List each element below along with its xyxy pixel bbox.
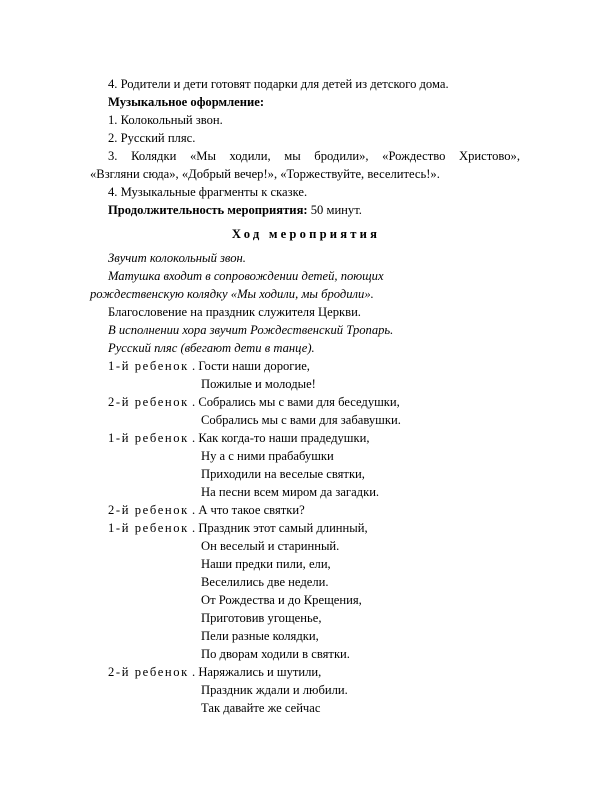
dialog-text: А что такое святки? — [198, 503, 305, 517]
dialog-line: Пели разные колядки, — [201, 629, 319, 643]
intro-line-4: 4. Родители и дети готовят подарки для детей из детского дома. — [108, 77, 449, 91]
music-label: Музыкальное оформление: — [108, 95, 265, 109]
dialog-line: Наши предки пили, ели, — [201, 557, 331, 571]
music-item-3-line-1: 3. Колядки «Мы ходили, мы бродили», «Рождество Христово», — [108, 149, 520, 163]
duration-value: 50 минут. — [307, 203, 362, 217]
stage-direction-2-line-1: Матушка входит в сопровождении детей, поющих — [108, 269, 384, 283]
music-item-3-line-2: «Взгляни сюда», «Добрый вечер!», «Торжествуйте, веселитесь!». — [90, 167, 440, 181]
dialog-line: 1-й ребенок . Праздник этот самый длинный, — [108, 521, 368, 535]
dialog-line: Веселились две недели. — [201, 575, 329, 589]
music-item-4: 4. Музыкальные фрагменты к сказке. — [108, 185, 308, 199]
dialog-text: Собрались мы с вами для беседушки, — [198, 395, 400, 409]
dialog-line: 1-й ребенок . Гости наши дорогие, — [108, 359, 310, 373]
dialog-text: Гости наши дорогие, — [198, 359, 310, 373]
speaker-name: 2-й ребенок — [108, 503, 189, 517]
dialog-line: 2-й ребенок . Наряжались и шутили, — [108, 665, 322, 679]
dialog-line: Он веселый и старинный. — [201, 539, 340, 553]
dialog-line: 2-й ребенок . Собрались мы с вами для беседушки, — [108, 395, 400, 409]
dialog-line: На песни всем миром да загадки. — [201, 485, 380, 499]
dialog-line: От Рождества и до Крещения, — [201, 593, 362, 607]
speaker-name: 1-й ребенок — [108, 431, 189, 445]
music-item-2: 2. Русский пляс. — [108, 131, 196, 145]
dialog-line: Собрались мы с вами для забавушки. — [201, 413, 401, 427]
speaker-name: 1-й ребенок — [108, 359, 189, 373]
dialog-text: Наряжались и шутили, — [198, 665, 322, 679]
dialog-line: Приготовив угощенье, — [201, 611, 322, 625]
dialog-line: 2-й ребенок . А что такое святки? — [108, 503, 305, 517]
music-item-1: 1. Колокольный звон. — [108, 113, 223, 127]
stage-direction-2-line-2: рождественскую колядку «Мы ходили, мы бродили». — [90, 287, 374, 301]
dialog-text: Праздник этот самый длинный, — [198, 521, 368, 535]
dialog-line: Приходили на веселые святки, — [201, 467, 365, 481]
dialog-line: Праздник ждали и любили. — [201, 683, 348, 697]
dialog-text: Как когда-то наши прадедушки, — [198, 431, 370, 445]
dialog-line: Так давайте же сейчас — [201, 701, 321, 715]
dialog-line: Ну а с ними прабабушки — [201, 449, 334, 463]
stage-direction-1: Звучит колокольный звон. — [108, 251, 246, 265]
stage-direction-5: Русский пляс (вбегают дети в танце). — [108, 341, 315, 355]
duration-line — [108, 203, 362, 218]
dialog-line: По дворам ходили в святки. — [201, 647, 350, 661]
stage-direction-3: Благословение на праздник служителя Церкви. — [108, 305, 361, 319]
section-heading: Ход мероприятия — [231, 227, 381, 241]
speaker-name: 2-й ребенок — [108, 665, 189, 679]
dialog-line: 1-й ребенок . Как когда-то наши прадедушки, — [108, 431, 370, 445]
duration-label: Продолжительность мероприятия: — [108, 203, 308, 217]
stage-direction-4: В исполнении хора звучит Рождественский Тропарь. — [108, 323, 394, 337]
speaker-name: 2-й ребенок — [108, 395, 189, 409]
dialog-line: Пожилые и молодые! — [201, 377, 316, 391]
speaker-name: 1-й ребенок — [108, 521, 189, 535]
